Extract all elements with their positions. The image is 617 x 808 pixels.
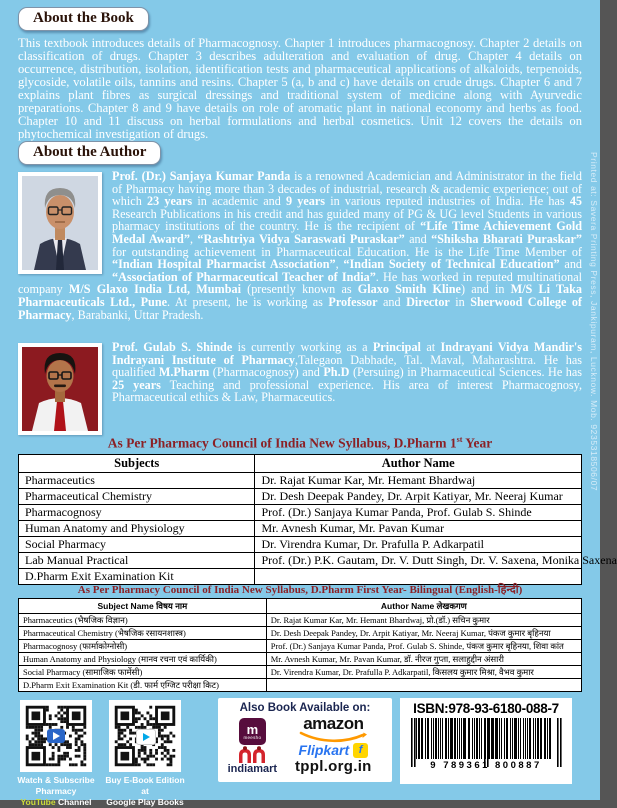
- table-header-row: [19, 599, 582, 614]
- table-header-row: [19, 455, 582, 473]
- table1-title: [0, 435, 600, 452]
- indiamart-m-icon: [237, 746, 267, 763]
- table1-title-suffix: Year: [462, 435, 493, 451]
- qr-google-play-label: [101, 775, 189, 808]
- author-bio-2: [18, 341, 582, 437]
- table-row: Lab Manual Practical Prof. (Dr.) P.K. Gautam, Dr. V. Dutt Singh, Dr. V. Saxena, Monika Saxena: [19, 553, 582, 569]
- qr-code-google-play-icon: [109, 700, 181, 772]
- table-row: Pharmaceutics (भैषजिक विज्ञान) Dr. Rajat Kumar Kar, Mr. Hemant Bhardwaj, प्रो.(डॉ.) सचिन कुमार: [19, 614, 582, 627]
- qr-youtube-label: [12, 775, 100, 808]
- author-1-portrait-illustration: [22, 176, 98, 270]
- table1-title-superscript: st: [456, 435, 463, 444]
- table-row: Social Pharmacy (सामाजिक फार्मेसी) Dr. Virendra Kumar, Dr. Prafulla P. Adkarpatil, किसलय कुमार मिश्रा, वैभव कुमार: [19, 666, 582, 679]
- syllabus-table-english: [18, 454, 617, 585]
- table-row: Pharmacognosy (फार्माकोग्नोसी) Prof. (Dr.) Sanjaya Kumar Panda, Prof. Gulab S. Shinde, पंकज कुमार बृहिनया, शिवा कांत: [19, 640, 582, 653]
- table-row: D.Pharm Exit Examination Kit: [19, 569, 582, 585]
- author-2-portrait-illustration: [22, 347, 98, 431]
- qr-youtube-label-line2: Pharmacy: [35, 786, 77, 797]
- meesho-logo: [239, 718, 266, 745]
- meesho-wordmark: meesho: [243, 734, 262, 740]
- barcode-digits: 9 789361 800887: [430, 760, 542, 771]
- column-header-author-name: Author Name लेखकगण: [266, 599, 581, 614]
- isbn-block: [400, 698, 572, 784]
- table-row: Social Pharmacy Dr. Virendra Kumar, Dr. Prafulla P. Adkarpatil: [19, 537, 582, 553]
- flipkart-wordmark: Flipkart: [298, 742, 350, 758]
- qr-youtube-label-line3: YouTube Channel: [20, 797, 92, 808]
- flipkart-logo: [299, 742, 369, 758]
- printer-credit-vertical-text: Printed at: Savera Printing Press, Jankipuram, Lucknow. Mob. 9235318506/07: [589, 152, 599, 492]
- table2-title: As Per Pharmacy Council of India New Syllabus, D.Pharm First Year- Bilingual (English-हिन्दी): [77, 584, 523, 596]
- google-play-icon: [136, 729, 156, 745]
- qr-youtube-label-line1: Watch & Subscribe: [17, 775, 95, 785]
- column-header-subject-name: Subject Name विषय नाम: [19, 599, 267, 614]
- store-availability-panel: [218, 698, 392, 782]
- meesho-m-icon: m: [246, 721, 259, 737]
- flipkart-f-icon: f: [353, 743, 368, 758]
- section-title-about-author: About the Author: [18, 141, 161, 165]
- author-bio-1: [18, 170, 582, 321]
- amazon-wordmark: amazon: [303, 714, 364, 733]
- table-row: D.Pharm Exit Examination Kit (डी. फार्म एग्जिट परीक्षा किट): [19, 679, 582, 692]
- table-row: Pharmacognosy Prof. (Dr.) Sanjaya Kumar Panda, Prof. Gulab S. Shinde: [19, 505, 582, 521]
- indiamart-logo: [228, 746, 278, 775]
- author-1-bio-text: Prof. (Dr.) Sanjaya Kumar Panda is a renowned Academician and Administrator in the field of Pharmacy having more than 3 decades of industrial, research & academic experience; out of which 23 years in academic and 9 years in various reputed industries of India. He has 45 Research Publications in his credit and has guided many of PG & UG level Students in various pharmacy institutions of the country. He is the recipient of “Life Time Achievement Gold Medal Award”, “Rashtriya Vidya Saraswati Puraskar” and “Shiksha Bharati Puraskar” for outstanding achievement in Pharmaceutical Education. He is the Life Time Member of “Indian Hospital Pharmacist Association”, “Indian Society of Technical Education” and “Association of Pharmaceutical Teacher of India”. He has worked in reputed multinational company M/S Glaxo India Ltd, Mumbai (presently known as Glaxo Smith Kline) and in M/S Li Taka Pharmaceuticals Ltd., Pune. At present, he is working as Professor and Director in Sherwood College of Pharmacy, Barabanki, Uttar Pradesh.: [18, 169, 583, 322]
- table-row: Pharmaceutical Chemistry (भैषजिक रसायनशास्त्र) Dr. Desh Deepak Pandey, Dr. Arpit Katiyar, Mr. Neeraj Kumar, पंकज कुमार बृहिनया: [19, 627, 582, 640]
- isbn-number: ISBN:978-93-6180-088-7: [413, 701, 559, 716]
- qr-google-play-block: [101, 700, 189, 808]
- table-row: Human Anatomy and Physiology Mr. Avnesh Kumar, Mr. Pavan Kumar: [19, 521, 582, 537]
- table-row: Pharmaceutical Chemistry Dr. Desh Deepak Pandey, Dr. Arpit Katiyar, Mr. Neeraj Kumar: [19, 489, 582, 505]
- store-panel-title: Also Book Available on:: [239, 702, 371, 714]
- qr-youtube-block: [12, 700, 100, 808]
- qr-code-youtube-icon: [20, 700, 92, 772]
- qr-gplay-label-line2: Google Play Books: [106, 797, 184, 808]
- barcode-icon: [409, 718, 563, 770]
- column-header-author-name: Author Name: [255, 455, 582, 473]
- tppl-wordmark: tppl.org.in: [295, 758, 372, 775]
- author-2-bio-text: Prof. Gulab S. Shinde is currently working as a Principal at Indrayani Vidya Mandir's Indrayani Institute of Pharmacy,Talegaon Dabhade, Tal. Maval, Maharashtra. He has qualified M.Pharm (Pharmacognosy) and Ph.D (Persuing) in Pharmaceutical Sciences. He has 25 years Teaching and professional experience. His area of interest Pharmacognosy, Pharmaceutical ethics & Law, Pharmaceutics.: [112, 340, 583, 405]
- indiamart-wordmark: indiamart: [227, 763, 278, 775]
- section-title-about-book: About the Book: [18, 7, 149, 31]
- table-row: Pharmaceutics Dr. Rajat Kumar Kar, Mr. Hemant Bhardwaj: [19, 473, 582, 489]
- author-1-photo: [18, 172, 102, 274]
- youtube-play-icon: [47, 729, 65, 743]
- amazon-smile-icon: [297, 732, 369, 742]
- column-header-subjects: Subjects: [19, 455, 255, 473]
- qr-gplay-label-line1: Buy E-Book Edition at: [105, 775, 185, 797]
- table1-title-text: As Per Pharmacy Council of India New Syllabus, D.Pharm 1: [107, 435, 457, 451]
- syllabus-table-bilingual: [18, 598, 582, 692]
- about-book-text: This textbook introduces details of Pharmacognosy. Chapter 1 introduces pharmacognosy. Chapter 2 details on classification of drugs. Chapter 3 describes adulteration and evaluation of drug. Chapter 4 details on occurrence, distribution, isolation, identification tests and pharmaceutical applications of alkaloids, terpenoids, glycoside, volatile oils, tannins and resins. Chapter 5 (a, b and c) have details on crude drugs. Chapter 6 and 7 explains plant fibres as surgical dressings and traditional system of medicine along with Ayurvedic preparations. Chapter 8 and 9 have details on role of aromatic plant in national economy and herbs as food. Chapter 10 and 11 discuss on herbal formulations and herbal cosmetics. Unit 12 covers the details on phytochemical investigation of drugs.: [18, 36, 582, 141]
- table-row: Human Anatomy and Physiology (मानव रचना एवं कार्यिकी) Mr. Avnesh Kumar, Mr. Pavan Kumar, डॉ. नीरज गुप्ता, सलाहुद्दीन अंसारी: [19, 653, 582, 666]
- author-2-photo: [18, 343, 102, 435]
- amazon-logo: [281, 716, 386, 742]
